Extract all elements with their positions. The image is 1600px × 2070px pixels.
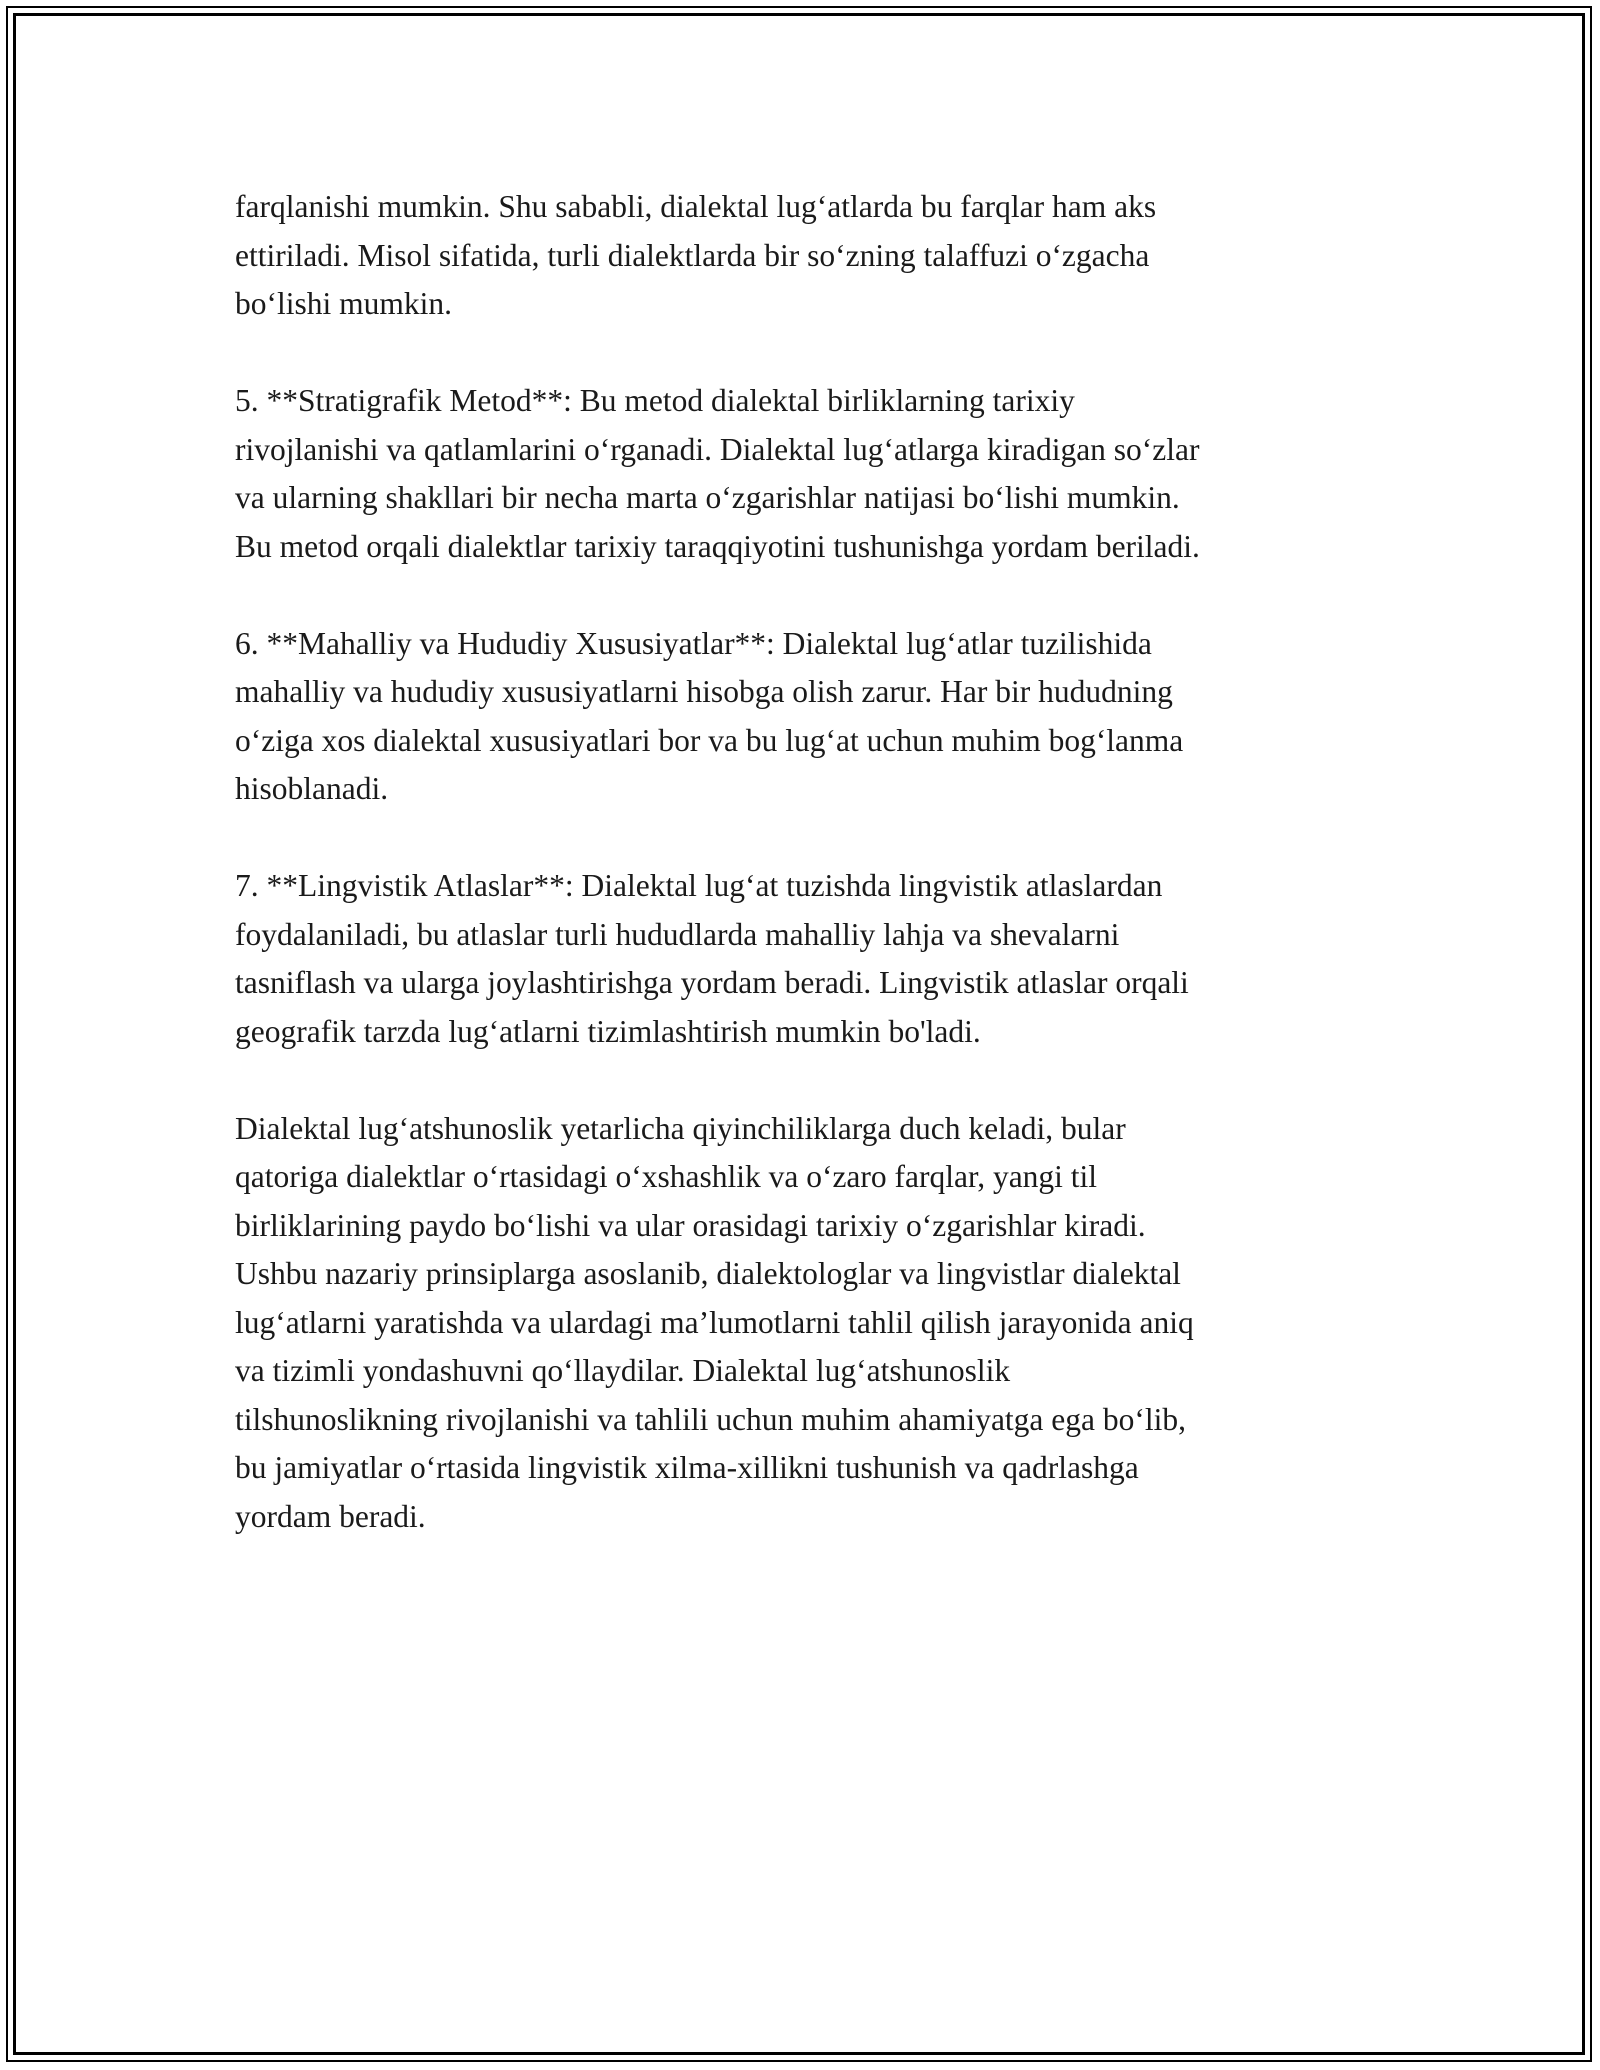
paragraph-lingvistik-atlaslar <box>235 862 1370 1056</box>
text-line: hisoblanadi. <box>235 771 389 806</box>
text-line: o‘ziga xos dialektal xususiyatlari bor va bu lug‘at uchun muhim bog‘lanma <box>235 722 1184 758</box>
text-line: qatoriga dialektlar o‘rtasidagi o‘xshashlik va o‘zaro farqlar, yangi til <box>235 1159 1098 1194</box>
text-line: 5. **Stratigrafik Metod**: Bu metod dialektal birliklarning tarixiy <box>235 383 1075 418</box>
text-line: mahalliy va hududiy xususiyatlarni hisobga olish zarur. Har bir hududning <box>235 674 1173 709</box>
paragraph-mahalliy-hududiy <box>235 620 1370 814</box>
text-line: farqlanishi mumkin. Shu sababli, dialektal lug‘atlarda bu farqlar ham aks <box>235 189 1157 224</box>
text-line: yordam beradi. <box>235 1498 426 1534</box>
text-line: birliklarining paydo bo‘lishi va ular orasidagi tarixiy o‘zgarishlar kiradi. <box>235 1207 1146 1243</box>
text-line: foydalaniladi, bu atlaslar turli hududlarda mahalliy lahja va shevalarni <box>235 916 1120 952</box>
document-body <box>235 183 1370 1541</box>
text-line: ettiriladi. Misol sifatida, turli dialektlarda bir so‘zning talaffuzi o‘zgacha <box>235 237 1150 273</box>
text-line: bu jamiyatlar o‘rtasida lingvistik xilma-xillikni tushunish va qadrlashga <box>235 1450 1139 1485</box>
paragraph-continuation <box>235 183 1370 329</box>
text-line: Dialektal lug‘atshunoslik yetarlicha qiyinchiliklarga duch keladi, bular <box>235 1110 1126 1146</box>
text-line: 7. **Lingvistik Atlaslar**: Dialektal lug‘at tuzishda lingvistik atlaslardan <box>235 868 1163 903</box>
text-line: tasniflash va ularga joylashtirishga yordam beradi. Lingvistik atlaslar orqali <box>235 965 1189 1000</box>
text-line: Bu metod orqali dialektlar tarixiy taraqqiyotini tushunishga yordam beriladi. <box>235 528 1200 564</box>
text-line: geografik tarzda lug‘atlarni tizimlashtirish mumkin bo'ladi. <box>235 1013 981 1049</box>
paragraph-stratigrafik-metod <box>235 377 1370 571</box>
text-line: va tizimli yondashuvni qo‘llaydilar. Dialektal lug‘atshunoslik <box>235 1353 1011 1388</box>
paragraph-conclusion <box>235 1105 1370 1542</box>
text-line: 6. **Mahalliy va Hududiy Xususiyatlar**: Dialektal lug‘atlar tuzilishida <box>235 625 1152 661</box>
text-line: bo‘lishi mumkin. <box>235 286 453 321</box>
text-line: va ularning shakllari bir necha marta o‘zgarishlar natijasi bo‘lishi mumkin. <box>235 480 1180 515</box>
text-line: lug‘atlarni yaratishda va ulardagi ma’lumotlarni tahlil qilish jarayonida aniq <box>235 1304 1194 1340</box>
text-line: Ushbu nazariy prinsiplarga asoslanib, dialektologlar va lingvistlar dialektal <box>235 1256 1181 1291</box>
text-line: rivojlanishi va qatlamlarini o‘rganadi. Dialektal lug‘atlarga kiradigan so‘zlar <box>235 431 1200 467</box>
text-line: tilshunoslikning rivojlanishi va tahlili uchun muhim ahamiyatga ega bo‘lib, <box>235 1401 1186 1437</box>
